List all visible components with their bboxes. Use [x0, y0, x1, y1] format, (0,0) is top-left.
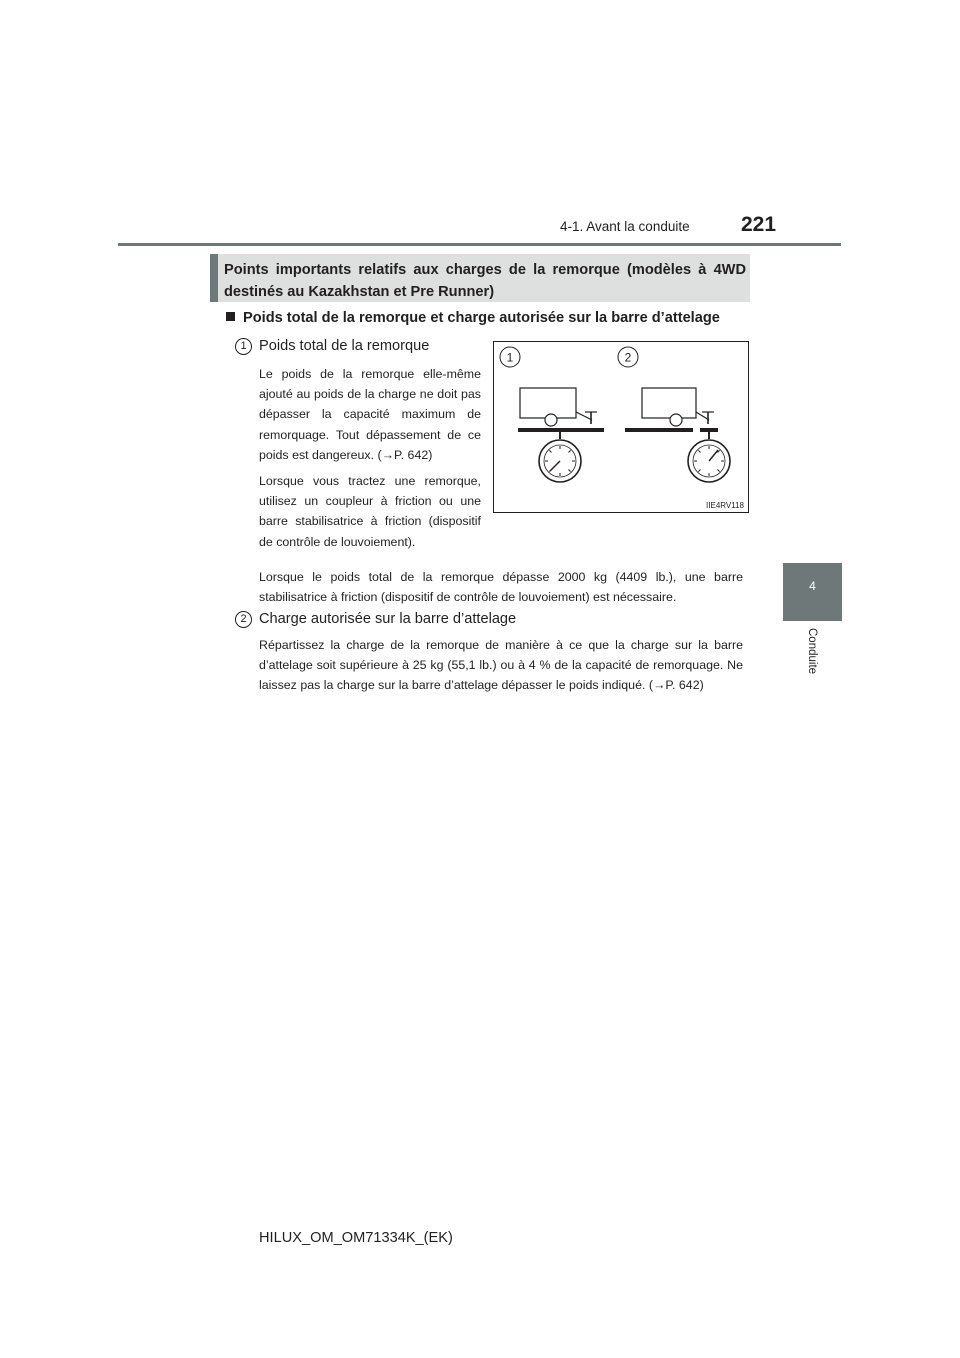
- figure-code: IIE4RV118: [706, 501, 744, 510]
- item-1-body: [259, 364, 481, 558]
- subheading: [226, 310, 720, 326]
- page-number: 221: [741, 213, 777, 236]
- item-title-2: Charge autorisée sur la barre d’attelage: [259, 611, 517, 627]
- trailer-icon: [520, 388, 597, 426]
- square-bullet-icon: [226, 312, 235, 321]
- item-number-2: 2: [235, 611, 252, 628]
- item-2-paragraph: Répartissez la charge de la remorque de manière à ce que la charge sur la barre d’attelage soit supérieure à 25 kg (55,1 lb.) ou à 4 % de la capacité de remorquage. Ne laissez pas la charge sur la barre d’attelage dépasser le poids indiqué. (→P. 642): [259, 638, 743, 693]
- header-section: 4-1. Avant la conduite: [560, 219, 690, 234]
- right-platform: [625, 428, 693, 432]
- item-1-paragraph: Lorsque vous tractez une remorque, utilisez un coupleur à friction ou une barre stabilisatrice à friction (dispositif de contrôle de louvoiement).: [259, 474, 481, 549]
- header-rule: [118, 243, 841, 246]
- item-1-paragraph: Le poids de la remorque elle-même ajouté au poids de la charge ne doit pas dépasser la capacité maximum de remorquage. Tout dépassement de ce poids est dangereux. (→P. 642): [259, 367, 481, 462]
- scale-icon: [688, 440, 730, 482]
- section-title-bar: [210, 254, 750, 302]
- trailer-weight-figure: [493, 341, 749, 513]
- figure-label-1: 1: [506, 350, 514, 365]
- figure-label-2: 2: [624, 350, 632, 365]
- section-accent: [210, 254, 218, 302]
- figure-illustration: [494, 342, 748, 512]
- item-number-1: 1: [235, 338, 252, 355]
- chapter-number: 4: [809, 579, 816, 593]
- trailer-icon: [642, 388, 714, 426]
- item-1-extra: Lorsque le poids total de la remorque dépasse 2000 kg (4409 lb.), une barre stabilisatrice à friction (dispositif de contrôle de louvoiement) est nécessaire.: [259, 570, 743, 605]
- subheading-text: Poids total de la remorque et charge autorisée sur la barre d’attelage: [243, 310, 720, 326]
- document-footer: HILUX_OM_OM71334K_(EK): [259, 1230, 453, 1246]
- scale-icon: [539, 440, 581, 482]
- chapter-label-tab: [783, 622, 842, 702]
- left-platform: [518, 428, 604, 432]
- section-title: Points importants relatifs aux charges de la remorque (modèles à 4WD destinés au Kazakhstan et Pre Runner): [224, 262, 746, 300]
- chapter-name: Conduite: [806, 628, 818, 675]
- right-small-platform: [700, 428, 718, 432]
- chapter-tab[interactable]: [783, 563, 842, 621]
- item-title-1: Poids total de la remorque: [259, 338, 430, 354]
